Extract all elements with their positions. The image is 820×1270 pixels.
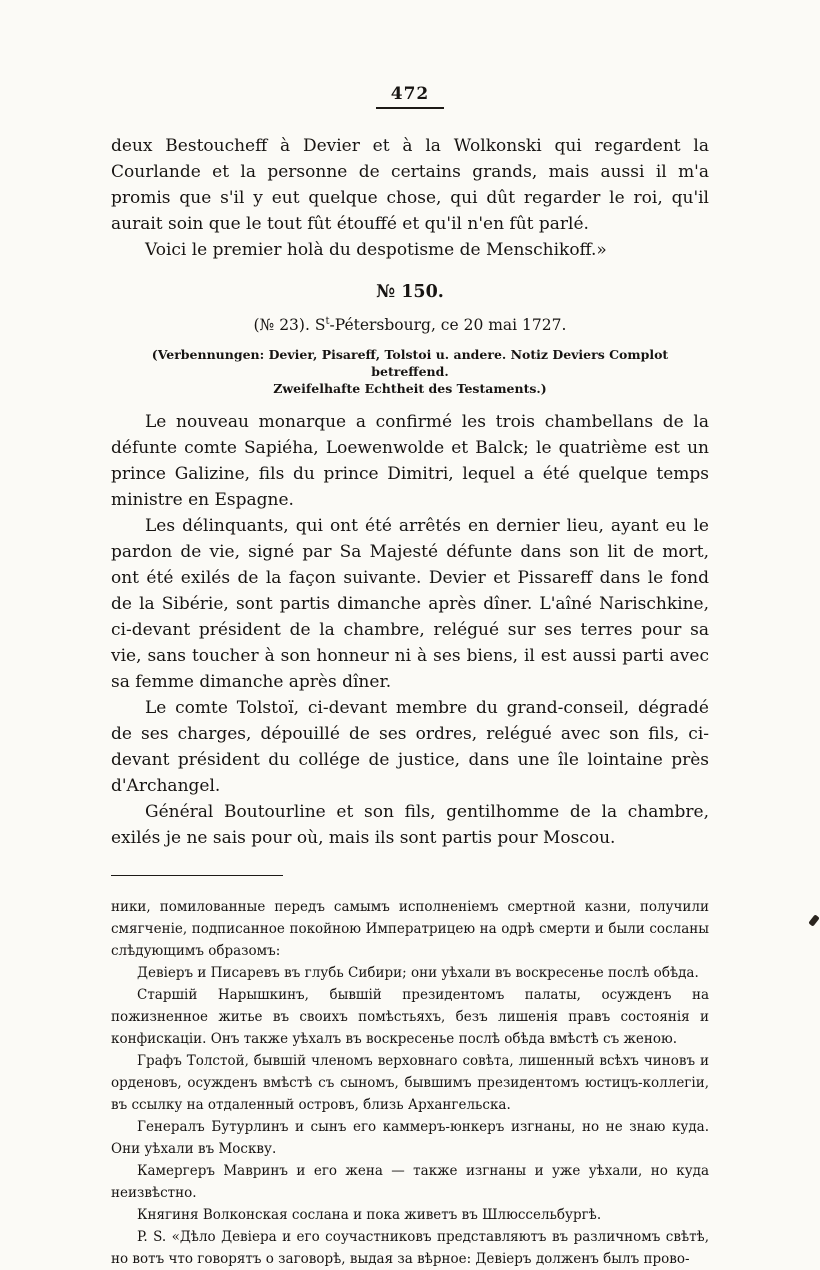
page-number-text: 472 bbox=[376, 84, 445, 109]
footnote-text bbox=[111, 896, 709, 1270]
archival-note-line-2: Zweifelhafte Echtheit des Testaments.) bbox=[273, 381, 547, 397]
book-page bbox=[111, 0, 709, 1270]
page-number bbox=[111, 84, 709, 109]
archival-note-line-1: (Verbennungen: Devier, Pisareff, Tolstoi u. andere. Notiz Deviers Complot betreffend. bbox=[151, 347, 669, 380]
main-text bbox=[111, 133, 709, 851]
dateline bbox=[111, 309, 709, 338]
paragraph: Voici le premier holà du despotisme de Menschikoff.» bbox=[145, 240, 607, 260]
scan-artifact bbox=[808, 914, 820, 926]
paragraph: Les délinquants, qui ont été arrêtés en dernier lieu, ayant eu le pardon de vie, signé par Sa Majesté défunte dans son lit de mort, ont été exilés de la façon suivante. Devier et Pissareff dans le fond de la Sibérie, sont partis dimanche après dîner. L'aîné Narischkine, ci-devant président de la chambre, relégué sur ses terres pour sa vie, sans toucher à son honneur ni à ses biens, il est aussi parti avec sa femme dimanche après dîner. bbox=[111, 516, 709, 693]
paragraph: Девіеръ и Писаревъ въ глубь Сибири; они уѣхали въ воскресенье послѣ обѣда. bbox=[137, 965, 699, 982]
dateline-superscript: t bbox=[325, 316, 330, 327]
letter-continuation bbox=[111, 133, 709, 263]
paragraph: deux Bestoucheff à Devier et à la Wolkonski qui regardent la Courlande et la personne de certains grands, mais aussi il m'a promis que s'il y eut quelque chose, qui dût regarder le roi, qu'il aurait soin que le tout fût étouffé et qu'il n'en fût parlé. bbox=[111, 136, 709, 234]
paragraph: Камергеръ Мавринъ и его жена — также изгнаны и уже уѣхали, но куда неизвѣстно. bbox=[111, 1163, 709, 1202]
paragraph: Le comte Tolstoï, ci-devant membre du grand-conseil, dégradé de ses charges, dépouillé de ses ordres, relégué avec son fils, ci-devant président du collége de justice, dans une île lointaine près d'Archangel. bbox=[111, 698, 709, 797]
paragraph: Le nouveau monarque a confirmé les trois chambellans de la défunte comte Sapiéha, Loewenwolde et Balck; le quatrième est un prince Galizine, fils du prince Dimitri, lequel a été quelque temps ministre en Espagne. bbox=[111, 412, 709, 511]
paragraph: Генералъ Бутурлинъ и сынъ его каммеръ-юнкеръ изгнаны, но не знаю куда. Они уѣхали въ Москву. bbox=[111, 1119, 709, 1158]
letter-body bbox=[111, 409, 709, 851]
paragraph: P. S. «Дѣло Девіера и его соучастниковъ представляютъ въ различномъ свѣтѣ, но вотъ что говорятъ о заговорѣ, выдая за вѣрное: Девіеръ долженъ былъ прово- bbox=[111, 1229, 709, 1268]
paragraph: Старшій Нарышкинъ, бывшій президентомъ палаты, осужденъ на пожизненное житье въ своихъ помѣстьяхъ, безъ лишенія правъ состоянія и конфискаціи. Онъ также уѣхалъ въ воскресенье послѣ обѣда вмѣстѣ съ женою. bbox=[111, 987, 709, 1048]
dateline-suffix: -Pétersbourg, ce 20 mai 1727. bbox=[329, 316, 567, 335]
paragraph: Général Boutourline et son fils, gentilhomme de la chambre, exilés je ne sais pour où, mais ils sont partis pour Moscou. bbox=[111, 802, 709, 849]
paragraph: Графъ Толстой, бывшій членомъ верховнаго совѣта, лишенный всѣхъ чиновъ и орденовъ, осужденъ вмѣстѣ съ сыномъ, бывшимъ президентомъ юстицъ-коллегіи, въ ссылку на отдаленный островъ, близь Архангельска. bbox=[111, 1053, 709, 1114]
paragraph: ники, помилованные передъ самымъ исполненіемъ смертной казни, получили смягченіе, подписанное покойною Императрицею на одрѣ смерти и были сосланы слѣдующимъ образомъ: bbox=[111, 899, 709, 960]
paragraph: Княгиня Волконская сослана и пока живетъ въ Шлюссельбургѣ. bbox=[137, 1207, 602, 1224]
dateline-prefix: (№ 23). S bbox=[253, 316, 326, 335]
footnote-separator bbox=[111, 875, 283, 876]
letter-number-heading: № 150. bbox=[376, 282, 444, 302]
archival-note bbox=[111, 346, 709, 397]
